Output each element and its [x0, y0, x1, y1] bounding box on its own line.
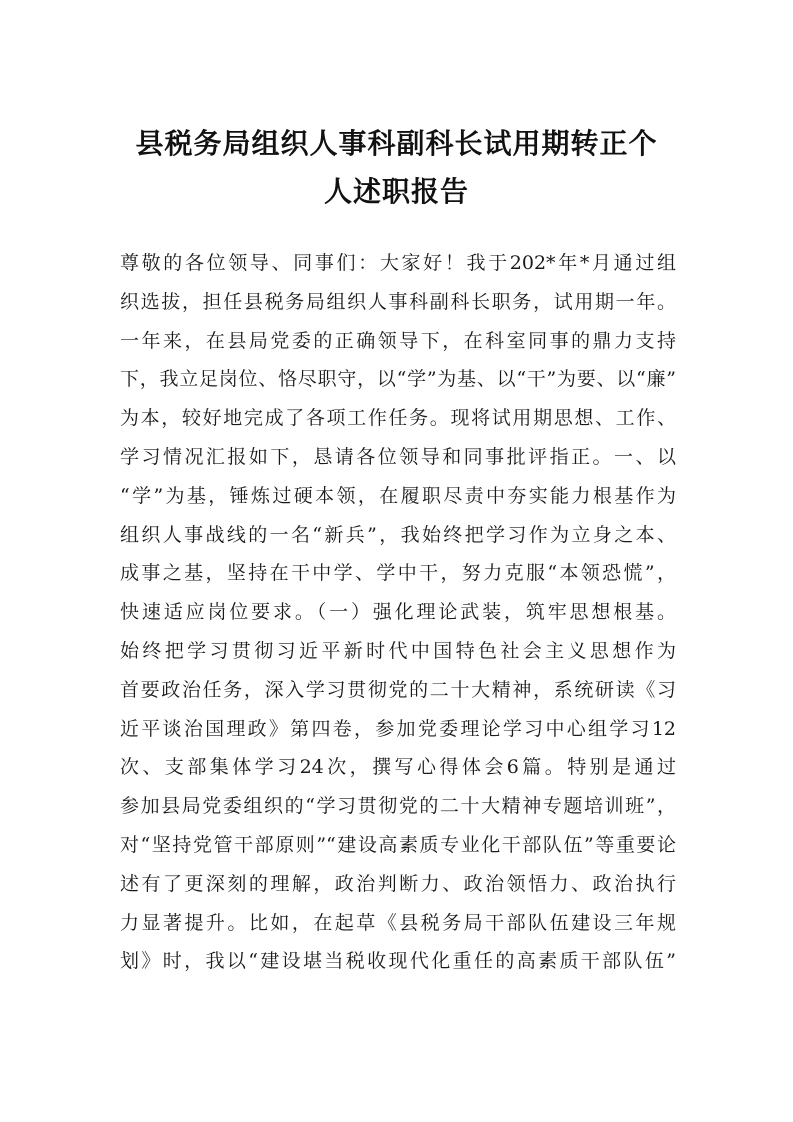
- body-line: 述有了更深刻的理解，政治判断力、政治领悟力、政治执行: [120, 872, 676, 895]
- body-line: 学习情况汇报如下，恳请各位领导和同事批评指正。一、以: [120, 445, 676, 468]
- body-line: 首要政治任务，深入学习贯彻党的二十大精神，系统研读《习: [120, 678, 676, 701]
- title-line: 县税务局组织人事科副科长试用期转正个: [135, 127, 658, 160]
- body-line: 为本，较好地完成了各项工作任务。现将试用期思想、工作、: [120, 407, 676, 430]
- body-line: 成事之基，坚持在干中学、学中干，努力克服“本领恐慌”，: [120, 562, 676, 585]
- body-line: 对“坚持党管干部原则”“建设高素质专业化干部队伍”等重要论: [120, 833, 676, 856]
- body-line: 始终把学习贯彻习近平新时代中国特色社会主义思想作为: [120, 639, 676, 662]
- body-line: 划》时，我以“建设堪当税收现代化重任的高素质干部队伍”: [120, 950, 676, 973]
- body-line: 下，我立足岗位、恪尽职守，以“学”为基、以“干”为要、以“廉”: [120, 368, 676, 391]
- body-line: 近平谈治国理政》第四卷，参加党委理论学习中心组学习12: [120, 717, 676, 740]
- document-title: [100, 120, 693, 216]
- body-line: 次、支部集体学习24次，撰写心得体会6篇。特别是通过: [120, 756, 676, 779]
- body-line: 织选拔，担任县税务局组织人事科副科长职务，试用期一年。: [120, 290, 676, 313]
- body-line: 快速适应岗位要求。（一）强化理论武装，筑牢思想根基。: [120, 601, 676, 624]
- document-body: [120, 244, 676, 981]
- body-line: 力显著提升。比如，在起草《县税务局干部队伍建设三年规: [120, 911, 676, 934]
- body-line: 一年来，在县局党委的正确领导下，在科室同事的鼎力支持: [120, 329, 676, 352]
- body-line: 尊敬的各位领导、同事们：大家好！我于202*年*月通过组: [120, 252, 676, 274]
- title-line: 人述职报告: [323, 175, 469, 208]
- body-line: “学”为基，锤炼过硬本领，在履职尽责中夯实能力根基作为: [120, 484, 676, 507]
- body-line: 参加县局党委组织的“学习贯彻党的二十大精神专题培训班”，: [120, 795, 676, 818]
- body-line: 组织人事战线的一名“新兵”，我始终把学习作为立身之本、: [120, 523, 676, 546]
